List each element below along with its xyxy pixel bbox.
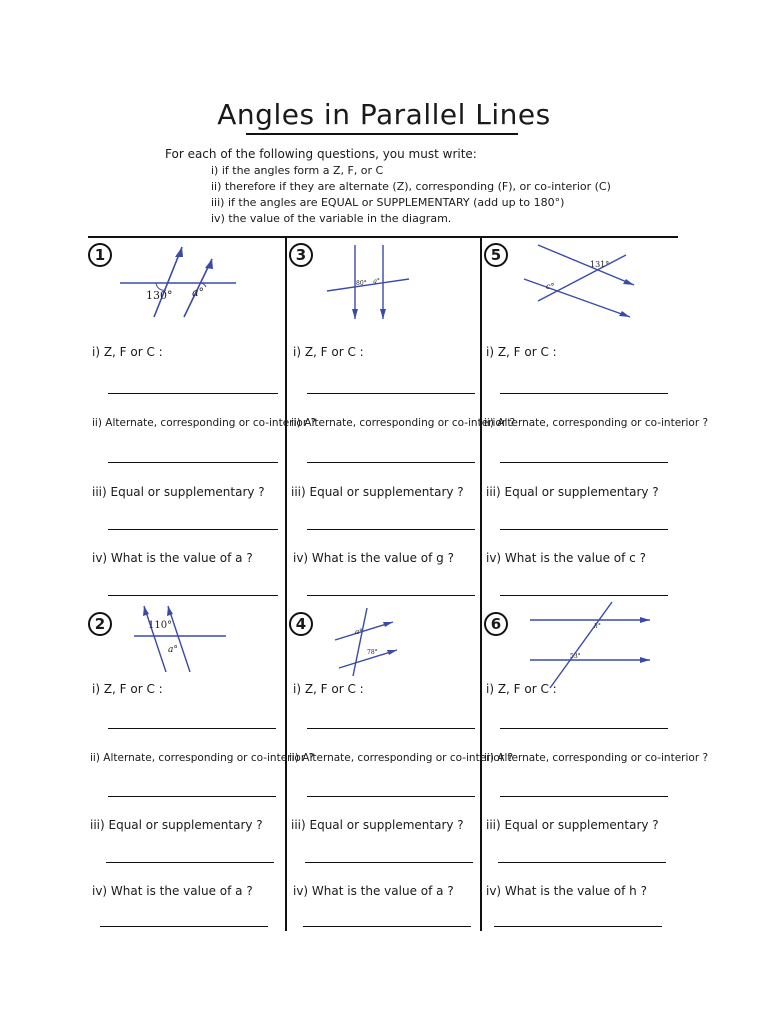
question-cell-1 <box>88 237 317 597</box>
question-zfc: i) Z, F or C : <box>92 345 163 359</box>
answer-line <box>500 796 668 797</box>
question-variable-value: iv) What is the value of h ? <box>486 884 647 898</box>
answer-line <box>307 796 475 797</box>
question-equal-supplementary: iii) Equal or supplementary ? <box>90 818 263 832</box>
question-angle-type: ii) Alternate, corresponding or co-interior ? <box>289 752 514 764</box>
angle-label: 53° <box>570 653 581 660</box>
parallel-lines-diagram <box>526 600 656 690</box>
answer-line <box>498 862 666 863</box>
answer-line <box>500 595 668 596</box>
parallel-lines-diagram <box>130 602 230 676</box>
question-cell-6 <box>482 600 709 930</box>
instruction-item: iv) the value of the variable in the diagram. <box>211 212 452 225</box>
question-number-badge: 1 <box>88 243 112 267</box>
answer-line <box>307 393 475 394</box>
parallel-lines-diagram <box>112 243 242 323</box>
question-cell-2 <box>88 600 315 930</box>
parallel-lines-diagram <box>323 243 423 323</box>
answer-line <box>500 728 668 729</box>
question-angle-type: ii) Alternate, corresponding or co-interior ? <box>484 417 709 429</box>
answer-line <box>494 926 662 927</box>
instructions-intro: For each of the following questions, you must write: <box>165 147 477 161</box>
angle-label: a° <box>168 645 178 655</box>
question-number-badge: 2 <box>88 612 112 636</box>
question-equal-supplementary: iii) Equal or supplementary ? <box>291 485 464 499</box>
parallel-lines-diagram <box>331 604 403 680</box>
answer-line <box>108 796 276 797</box>
worksheet-title: Angles in Parallel Lines <box>217 98 551 131</box>
answer-line <box>305 862 473 863</box>
question-number-badge: 5 <box>484 243 508 267</box>
angle-label: 80° <box>356 280 367 287</box>
question-variable-value: iv) What is the value of c ? <box>486 551 646 565</box>
instruction-item: iii) if the angles are EQUAL or SUPPLEMENTARY (add up to 180°) <box>211 196 565 209</box>
question-number-badge: 3 <box>289 243 313 267</box>
angle-label: 131° <box>590 260 610 269</box>
question-variable-value: iv) What is the value of a ? <box>92 884 253 898</box>
answer-line <box>108 393 278 394</box>
answer-line <box>500 462 668 463</box>
answer-line <box>500 393 668 394</box>
question-variable-value: iv) What is the value of a ? <box>293 884 454 898</box>
angle-label: 110° <box>148 620 173 631</box>
question-angle-type: ii) Alternate, corresponding or co-interior ? <box>90 752 315 764</box>
instructions <box>165 146 611 227</box>
question-zfc: i) Z, F or C : <box>293 345 364 359</box>
question-number-badge: 4 <box>289 612 313 636</box>
question-number-badge: 6 <box>484 612 508 636</box>
instruction-item: i) if the angles form a Z, F, or C <box>211 164 384 177</box>
question-angle-type: ii) Alternate, corresponding or co-interior ? <box>92 417 317 429</box>
question-variable-value: iv) What is the value of a ? <box>92 551 253 565</box>
question-equal-supplementary: iii) Equal or supplementary ? <box>291 818 464 832</box>
angle-label: a° <box>355 628 363 636</box>
answer-line <box>307 595 475 596</box>
question-angle-type: ii) Alternate, corresponding or co-interior ? <box>484 752 709 764</box>
answer-line <box>307 529 475 530</box>
question-equal-supplementary: iii) Equal or supplementary ? <box>486 818 659 832</box>
angle-label: h° <box>594 623 601 630</box>
answer-line <box>108 529 278 530</box>
angle-label: 130° <box>146 289 173 302</box>
angle-label: c° <box>546 282 555 291</box>
answer-line <box>303 926 471 927</box>
question-angle-type: ii) Alternate, corresponding or co-interior ? <box>291 417 516 429</box>
question-zfc: i) Z, F or C : <box>293 682 364 696</box>
parallel-lines-diagram <box>516 241 640 325</box>
answer-line <box>100 926 268 927</box>
answer-line <box>108 595 278 596</box>
question-variable-value: iv) What is the value of g ? <box>293 551 454 565</box>
question-cell-3 <box>287 237 516 597</box>
question-equal-supplementary: iii) Equal or supplementary ? <box>92 485 265 499</box>
answer-line <box>307 462 475 463</box>
question-equal-supplementary: iii) Equal or supplementary ? <box>486 485 659 499</box>
instruction-item: ii) therefore if they are alternate (Z), corresponding (F), or co-interior (C) <box>211 180 611 193</box>
question-cell-4 <box>287 600 514 930</box>
angle-label: g° <box>373 278 380 285</box>
answer-line <box>108 462 278 463</box>
angle-label: 78° <box>367 649 378 656</box>
question-zfc: i) Z, F or C : <box>486 682 557 696</box>
question-zfc: i) Z, F or C : <box>92 682 163 696</box>
angle-label: a° <box>192 286 205 299</box>
question-zfc: i) Z, F or C : <box>486 345 557 359</box>
answer-line <box>108 728 276 729</box>
title-underline <box>246 133 518 135</box>
answer-line <box>106 862 274 863</box>
question-cell-5 <box>482 237 709 597</box>
answer-line <box>307 728 475 729</box>
answer-line <box>500 529 668 530</box>
